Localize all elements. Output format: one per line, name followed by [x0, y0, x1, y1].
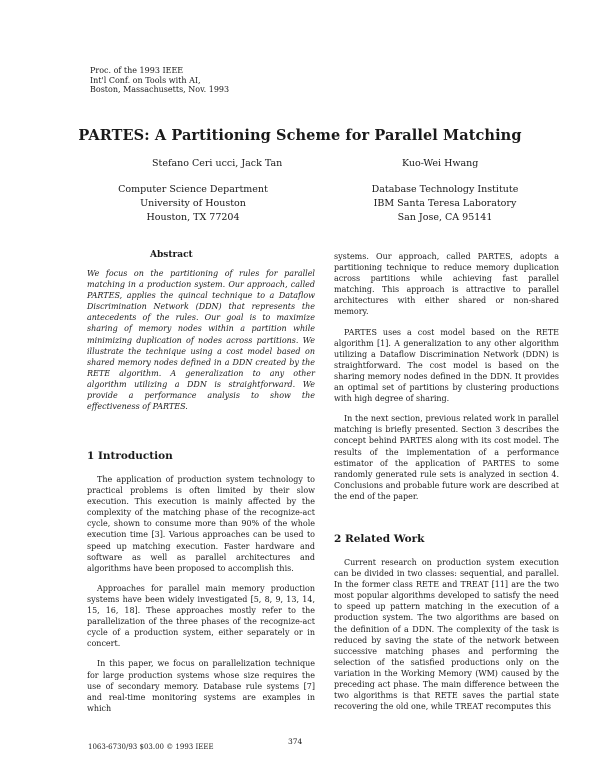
intro-heading: 1 Introduction [87, 450, 173, 462]
affiliation-line: Computer Science Department [118, 184, 268, 195]
right-paragraph: systems. Our approach, called PARTES, adopts a partitioning technique to reduce memory duplication across partitions while achieving fast parallel matching. This approach is attractive to parallel architectures with either shared or non-shared memory. [334, 252, 559, 317]
author-left: Stefano Ceri ucci, Jack Tan [152, 158, 283, 169]
intro-paragraph: In this paper, we focus on parallelization technique for large production systems whose size requires the use of secondary memory. Database rule systems [7] and real-time monitoring systems are examples in which [87, 659, 315, 713]
affiliation-line: IBM Santa Teresa Laboratory [373, 198, 517, 209]
abstract-heading: Abstract [150, 250, 193, 260]
affiliation-right [360, 183, 530, 225]
intro-paragraph: Approaches for parallel main memory production systems have been widely investigated [5, 8, 9, 13, 14, 15, 16, 18]. These approaches mostly refer to the parallelization of the three phases of the recognize-act cycle of a production system, either separately or in concert. [87, 583, 315, 649]
copyright-id: 1063-6730/93 $03.00 © 1993 IEEE [88, 743, 214, 751]
affiliation-line: University of Houston [140, 198, 246, 209]
related-paragraph: Current research on production system execution can be divided in two classes: sequential, and parallel. In the former class RETE and TREAT [11] are the two most popular algorithms developed to satisfy the need to speed up pattern matching in the execution of a production system. The two algorithms are based on the definition of a DDN. The complexity of the task is reduced by saving the state of the network between successive matching phases and performing the selection of the satisfied productions only on the variation in the Working Memory (WM) caused by the preceding act phase. The main difference between the two algorithms is that RETE saves the partial state recovering the old one, while TREAT recomputes this [334, 558, 559, 712]
author-right: Kuo-Wei Hwang [402, 158, 479, 169]
proceedings-line: Boston, Massachusetts, Nov. 1993 [90, 85, 230, 94]
abstract-text [87, 268, 315, 412]
affiliation-line: Houston, TX 77204 [146, 212, 240, 223]
proceedings-note [90, 66, 229, 95]
affiliation-line: Database Technology Institute [371, 184, 519, 195]
affiliation-left [118, 183, 268, 225]
abstract-paragraph: We focus on the partitioning of rules for parallel matching in a production system. Our approach, called PARTES, applies the quincal technique to a Dataflow Discrimination Network (DDN) that represents the antecedents of the rules. Our goal is to maximize sharing of memory nodes within a partition while minimizing duplication of nodes across partitions. We illustrate the technique using a cost model based on shared memory nodes defined in a DDN created by the RETE algorithm. A generalization to any other algorithm utilizing a DDN is straightforward. We provide a performance analysis to show the effectiveness of PARTES. [87, 269, 315, 412]
right-paragraph: PARTES uses a cost model based on the RETE algorithm [1]. A generalization to any other algorithm utilizing a Dataflow Discrimination Network (DDN) is straightforward. The cost model is based on the sharing memory nodes defined in the DDN. It provides an optimal set of partitions by clustering productions with high degree of sharing. [334, 327, 559, 404]
right-paragraph: In the next section, previous related work in parallel matching is briefly presented. Section 3 describes the concept behind PARTES along with its cost model. The results of the implementation of a performance estimator of the application of PARTES to some randomly generated rule sets is analyzed in section 4. Conclusions and probable future work are described at the end of the paper. [334, 414, 559, 501]
intro-paragraph: The application of production system technology to practical problems is often limited by their slow execution. This execution is mainly affected by the complexity of the matching phase of the recognize-act cycle, shown to consume more than 90% of the whole execution time [3]. Various approaches can be used to speed up matching execution. Faster hardware and software as well as parallel architectures and algorithms have been proposed to accomplish this. [87, 475, 315, 573]
page-number: 374 [288, 737, 303, 746]
intro-body [87, 474, 315, 714]
related-body [334, 557, 559, 712]
proceedings-line: Int'l Conf. on Tools with AI, [90, 75, 201, 85]
proceedings-line: Proc. of the 1993 IEEE [90, 66, 184, 75]
right-column-body [334, 251, 559, 502]
affiliation-line: San Jose, CA 95141 [397, 212, 493, 223]
paper-title: PARTES: A Partitioning Scheme for Parallel Matching [78, 127, 522, 144]
related-heading: 2 Related Work [334, 533, 425, 545]
